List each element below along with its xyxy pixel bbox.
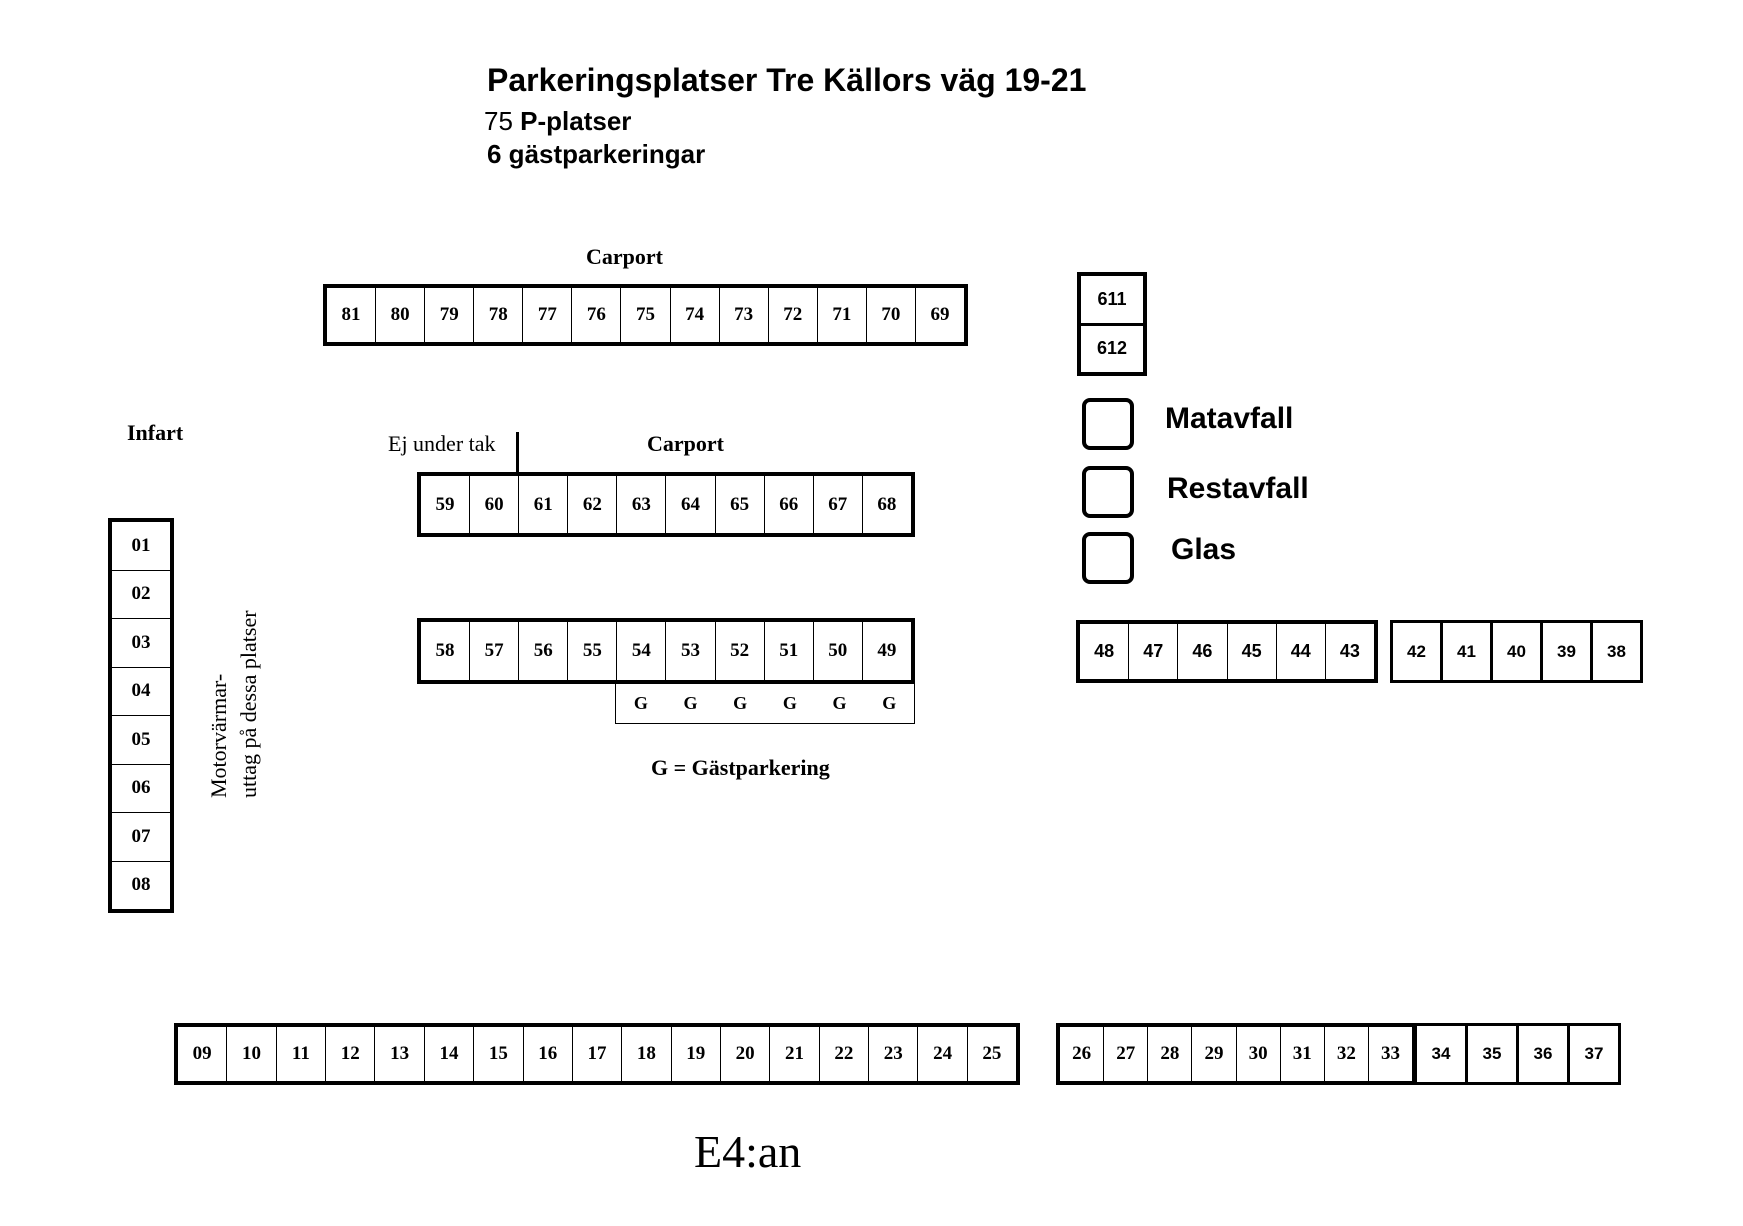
parking-spot-36: 36 bbox=[1516, 1023, 1570, 1085]
waste-label-restavfall: Restavfall bbox=[1167, 472, 1309, 505]
parking-spot-01: 01 bbox=[112, 522, 170, 571]
right-row-a bbox=[1076, 620, 1378, 683]
parking-spot-72: 72 bbox=[769, 288, 818, 342]
parking-spot-31: 31 bbox=[1281, 1027, 1325, 1081]
parking-spot-60: 60 bbox=[470, 476, 519, 533]
parking-spot-34: 34 bbox=[1414, 1023, 1468, 1085]
parking-spot-20: 20 bbox=[721, 1027, 770, 1081]
road-label: E4:an bbox=[694, 1126, 802, 1177]
parking-spot-41: 41 bbox=[1440, 620, 1493, 683]
parking-spot-59: 59 bbox=[421, 476, 470, 533]
parking-spot-67: 67 bbox=[814, 476, 863, 533]
parking-spot-45: 45 bbox=[1228, 624, 1277, 679]
bottom-row-right-a bbox=[1056, 1023, 1416, 1085]
parking-spot-40: 40 bbox=[1490, 620, 1543, 683]
parking-spot-09: 09 bbox=[178, 1027, 227, 1081]
guest-slot-g-2: G bbox=[683, 693, 698, 713]
parking-spot-78: 78 bbox=[474, 288, 523, 342]
parking-spot-79: 79 bbox=[425, 288, 474, 342]
guest-slot-g-1: G bbox=[633, 693, 648, 713]
parking-spot-55: 55 bbox=[568, 622, 617, 680]
parking-spot-48: 48 bbox=[1080, 624, 1129, 679]
guest-slot-g-5: G bbox=[832, 693, 847, 713]
spot-count-label: P-platser bbox=[520, 106, 632, 136]
bottom-row-right-b bbox=[1414, 1023, 1621, 1085]
guest-spot-612: 612 bbox=[1096, 338, 1128, 359]
carport-mid-label: Carport bbox=[647, 431, 724, 456]
parking-spot-52: 52 bbox=[716, 622, 765, 680]
parking-spot-08: 08 bbox=[131, 874, 151, 896]
bin-restavfall-icon bbox=[1082, 466, 1134, 518]
parking-spot-02: 02 bbox=[112, 571, 170, 620]
parking-spot-56: 56 bbox=[519, 622, 568, 680]
parking-spot-06: 06 bbox=[112, 765, 170, 814]
entrance-label: Infart bbox=[127, 420, 184, 445]
parking-spot-30: 30 bbox=[1237, 1027, 1281, 1081]
parking-spot-05: 05 bbox=[112, 716, 170, 765]
parking-spot-32: 32 bbox=[1325, 1027, 1369, 1081]
parking-spot-04: 04 bbox=[112, 668, 170, 717]
spot-count-number: 75 bbox=[484, 106, 513, 136]
carport-top-label: Carport bbox=[586, 244, 663, 269]
parking-spot-64: 64 bbox=[666, 476, 715, 533]
parking-spot-19: 19 bbox=[672, 1027, 721, 1081]
carport-mid-row bbox=[417, 472, 915, 537]
guest-row bbox=[615, 684, 915, 724]
parking-spot-16: 16 bbox=[524, 1027, 573, 1081]
left-column bbox=[108, 518, 174, 913]
parking-spot-61: 61 bbox=[519, 476, 568, 533]
parking-spot-24: 24 bbox=[918, 1027, 967, 1081]
parking-spot-74: 74 bbox=[671, 288, 720, 342]
parking-spot-37: 37 bbox=[1567, 1023, 1621, 1085]
parking-spot-21: 21 bbox=[770, 1027, 819, 1081]
parking-spot-27: 27 bbox=[1104, 1027, 1148, 1081]
parking-spot-57: 57 bbox=[470, 622, 519, 680]
guest-legend: G = Gästparkering bbox=[651, 755, 830, 780]
parking-spot-71: 71 bbox=[818, 288, 867, 342]
parking-spot-07: 07 bbox=[112, 813, 170, 862]
engine-heater-line1: Motorvärmar- bbox=[206, 673, 231, 798]
bin-matavfall-icon bbox=[1082, 398, 1134, 450]
parking-spot-73: 73 bbox=[720, 288, 769, 342]
guest-spot-611: 611 bbox=[1081, 276, 1143, 326]
parking-spot-17: 17 bbox=[573, 1027, 622, 1081]
bin-glas-icon bbox=[1082, 532, 1134, 584]
parking-spot-63: 63 bbox=[617, 476, 666, 533]
parking-spot-70: 70 bbox=[867, 288, 916, 342]
parking-spot-51: 51 bbox=[765, 622, 814, 680]
parking-spot-35: 35 bbox=[1465, 1023, 1519, 1085]
parking-spot-28: 28 bbox=[1148, 1027, 1192, 1081]
bottom-row-left bbox=[174, 1023, 1020, 1085]
parking-spot-54: 54 bbox=[617, 622, 666, 680]
guest-count: 6 gästparkeringar bbox=[487, 139, 706, 169]
right-row-b bbox=[1390, 620, 1643, 683]
guest-slot-g-3: G bbox=[733, 693, 748, 713]
parking-spot-39: 39 bbox=[1540, 620, 1593, 683]
parking-spot-47: 47 bbox=[1129, 624, 1178, 679]
parking-spot-11: 11 bbox=[277, 1027, 326, 1081]
parking-spot-33: 33 bbox=[1380, 1043, 1400, 1064]
parking-spot-68: 68 bbox=[877, 493, 897, 515]
parking-spot-22: 22 bbox=[820, 1027, 869, 1081]
parking-spot-38: 38 bbox=[1590, 620, 1643, 683]
middle-row-2 bbox=[417, 618, 915, 684]
parking-spot-12: 12 bbox=[326, 1027, 375, 1081]
parking-spot-53: 53 bbox=[666, 622, 715, 680]
parking-spot-10: 10 bbox=[227, 1027, 276, 1081]
parking-spot-23: 23 bbox=[869, 1027, 918, 1081]
guest-spots-611-612 bbox=[1077, 272, 1147, 376]
parking-spot-13: 13 bbox=[375, 1027, 424, 1081]
parking-spot-46: 46 bbox=[1178, 624, 1227, 679]
parking-spot-26: 26 bbox=[1060, 1027, 1104, 1081]
parking-spot-29: 29 bbox=[1192, 1027, 1236, 1081]
not-covered-label: Ej under tak bbox=[388, 431, 496, 456]
guest-slot-g-4: G bbox=[782, 693, 797, 713]
parking-spot-76: 76 bbox=[572, 288, 621, 342]
parking-spot-43: 43 bbox=[1339, 641, 1360, 661]
carport-top-row bbox=[323, 284, 968, 346]
parking-spot-25: 25 bbox=[982, 1043, 1002, 1064]
engine-heater-note bbox=[204, 558, 264, 798]
parking-spot-69: 69 bbox=[930, 304, 950, 325]
waste-label-glas: Glas bbox=[1171, 533, 1237, 566]
parking-spot-58: 58 bbox=[421, 622, 470, 680]
parking-spot-75: 75 bbox=[621, 288, 670, 342]
parking-spot-15: 15 bbox=[474, 1027, 523, 1081]
waste-label-matavfall: Matavfall bbox=[1165, 402, 1294, 435]
guest-slot-g-6: G bbox=[882, 693, 897, 713]
not-covered-divider bbox=[516, 432, 519, 474]
parking-spot-03: 03 bbox=[112, 619, 170, 668]
engine-heater-line2: uttag på dessa platser bbox=[236, 610, 261, 798]
parking-spot-50: 50 bbox=[814, 622, 863, 680]
parking-spot-44: 44 bbox=[1277, 624, 1326, 679]
page-title: Parkeringsplatser Tre Källors väg 19-21 bbox=[487, 62, 1087, 98]
parking-spot-14: 14 bbox=[425, 1027, 474, 1081]
parking-spot-62: 62 bbox=[568, 476, 617, 533]
parking-spot-65: 65 bbox=[716, 476, 765, 533]
parking-spot-81: 81 bbox=[327, 288, 376, 342]
parking-spot-42: 42 bbox=[1390, 620, 1443, 683]
parking-spot-18: 18 bbox=[622, 1027, 671, 1081]
parking-spot-80: 80 bbox=[376, 288, 425, 342]
parking-spot-66: 66 bbox=[765, 476, 814, 533]
parking-spot-77: 77 bbox=[523, 288, 572, 342]
parking-spot-49: 49 bbox=[877, 640, 897, 661]
spot-count bbox=[484, 106, 631, 137]
